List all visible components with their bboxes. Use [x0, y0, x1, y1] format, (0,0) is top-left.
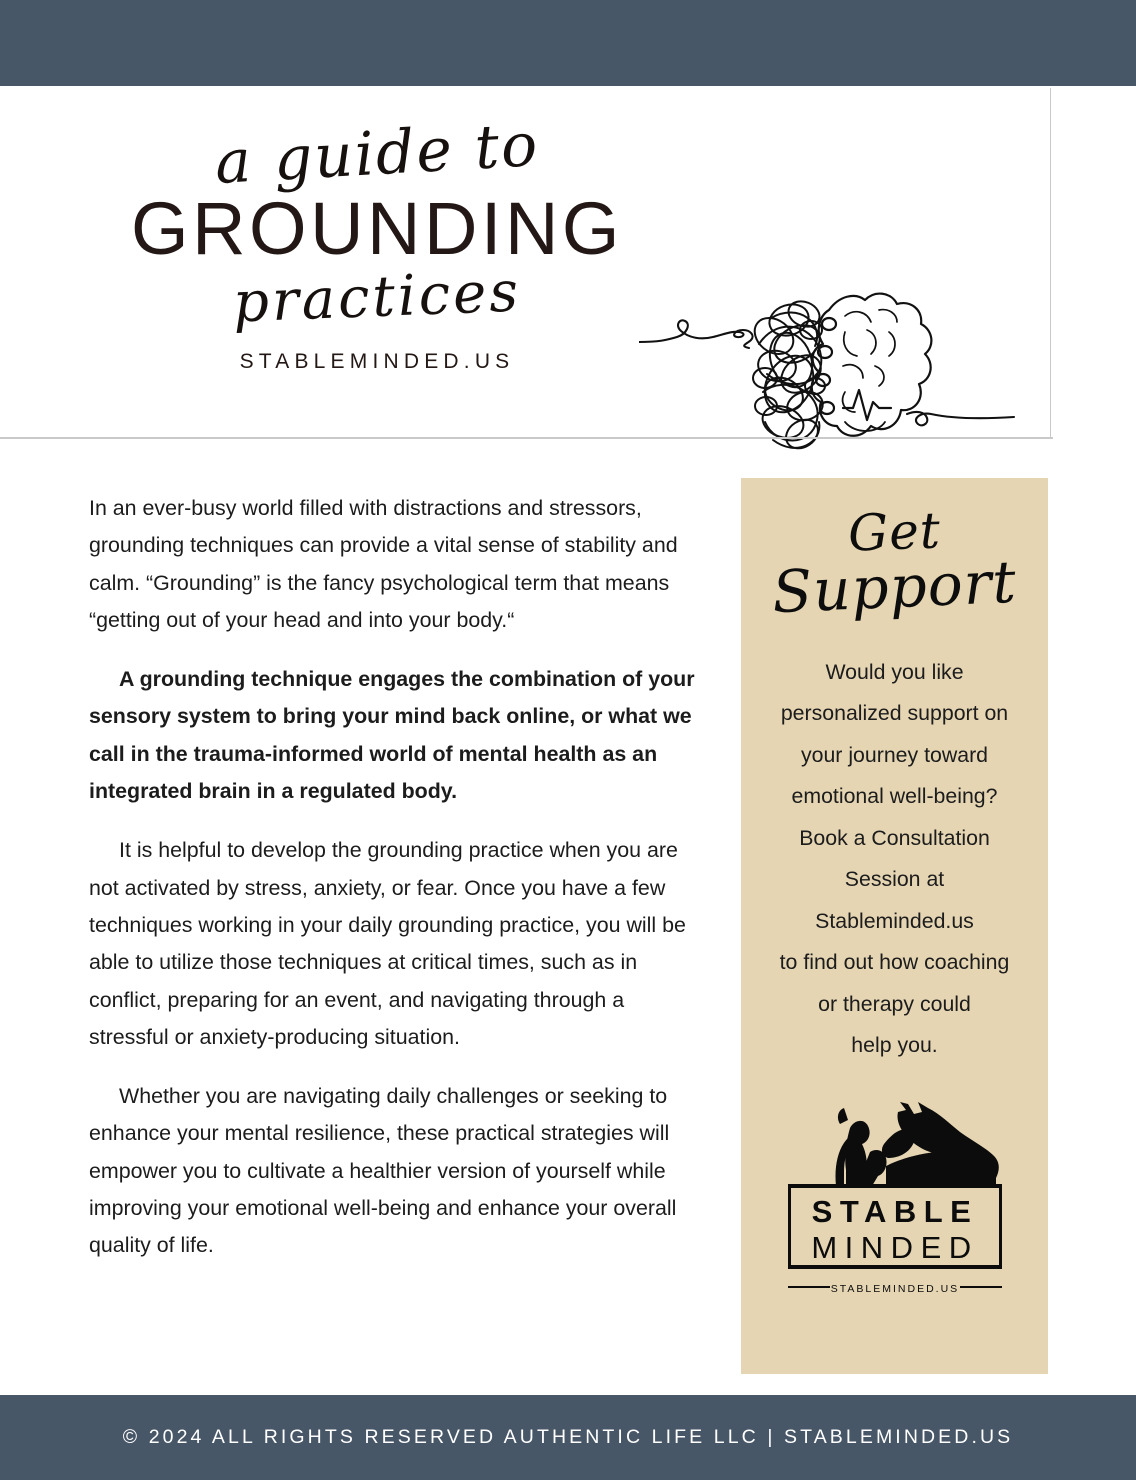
support-line: your journey toward	[800, 742, 989, 767]
support-line: personalized support on	[780, 701, 1009, 726]
article-body	[89, 490, 697, 1287]
support-heading-line-1: Get	[847, 501, 942, 563]
paragraph-practice: It is helpful to develop the grounding practice when you are not activated by stress, anxiety, or fear. Once you have a few techniques working in your daily grounding practice, you will be able to utilize those techniques at critical times, such as in conflict, preparing for an event, and navigating through a stressful or anxiety-producing situation.	[89, 838, 686, 1049]
paragraph-closing: Whether you are navigating daily challenges or seeking to enhance your mental resilience, these practical strategies will empower you to cultivate a healthier version of yourself while improving your emotional well-being and enhance your overall quality of life.	[89, 1084, 677, 1258]
support-heading-line-2: Support	[770, 547, 1018, 627]
page-title: GROUNDING	[131, 187, 623, 270]
logo-word-stable: STABLE	[811, 1194, 978, 1229]
support-line: Stableminded.us	[815, 908, 974, 933]
stable-minded-logo-art	[788, 1100, 1002, 1300]
support-body-text	[741, 652, 1048, 1067]
support-heading	[741, 501, 1048, 627]
logo-tagline: STABLEMINDED.US	[830, 1283, 959, 1295]
paragraph-intro: In an ever-busy world filled with distractions and stressors, grounding techniques can provide a vital sense of stability and calm. “Grounding” is the fancy psychological term that means “getting out of your head and into your body.“	[89, 496, 678, 632]
support-line: emotional well-being?	[791, 784, 998, 809]
title-block	[117, 110, 637, 374]
logo-word-minded: MINDED	[810, 1230, 979, 1265]
masthead-url: STABLEMINDED.US	[239, 349, 515, 373]
footer-copyright: © 2024 ALL RIGHTS RESERVED AUTHENTIC LIFE LLC | STABLEMINDED.US	[122, 1426, 1014, 1448]
content-area	[0, 438, 1136, 1395]
support-line: to find out how coaching	[779, 950, 1010, 975]
support-line: Would you like	[825, 659, 964, 684]
masthead-card	[0, 88, 1051, 438]
get-support-panel	[741, 478, 1048, 1374]
support-line: or therapy could	[818, 991, 971, 1016]
support-line: Session at	[844, 867, 945, 892]
footer-bar	[0, 1395, 1136, 1480]
paragraph-definition: A grounding technique engages the combination of your sensory system to bring your mind back online, or what we call in the trauma-informed world of mental health as an integrated brain in a regulated body.	[89, 667, 695, 804]
support-line: help you.	[851, 1033, 938, 1058]
stable-minded-logo	[788, 1100, 1002, 1300]
masthead-script-bottom: practices	[231, 259, 523, 336]
masthead-script-top: a guide to	[213, 110, 541, 198]
support-line: Book a Consultation	[799, 825, 990, 850]
top-accent-bar	[0, 0, 1136, 86]
